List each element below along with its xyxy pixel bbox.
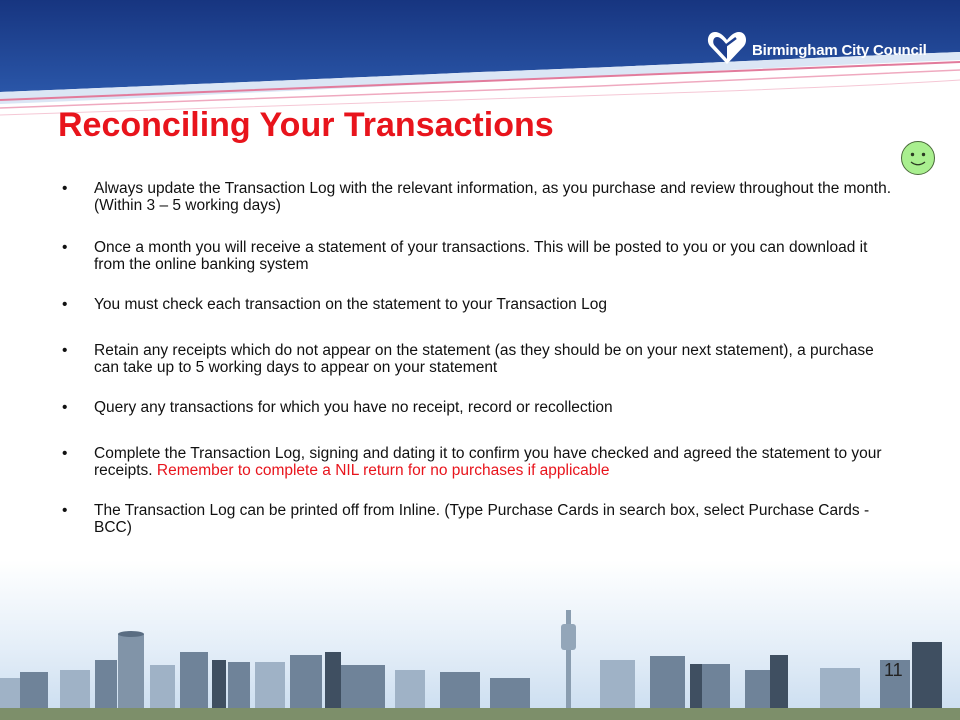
bullet-item xyxy=(62,399,902,416)
nil-return-reminder: Remember to complete a NIL return for no purchases if applicable xyxy=(156,462,610,479)
bullet-text: You must check each transaction on the statement to your Transaction Log xyxy=(94,296,607,313)
bullet-item xyxy=(62,342,902,376)
bullet-item xyxy=(62,180,902,214)
bullet-marker: • xyxy=(62,296,68,313)
bullet-text: The Transaction Log can be printed off from Inline. (Type Purchase Cards in search box, select Purchase Cards - BCC) xyxy=(94,502,870,536)
bullet-text: Complete the Transaction Log, signing and dating it to confirm you have checked and agreed the statement to your receipts. xyxy=(94,445,882,479)
bullet-marker: • xyxy=(62,445,68,462)
bullet-marker: • xyxy=(62,399,68,416)
council-heart-logo-icon xyxy=(706,28,748,73)
slide-title: Reconciling Your Transactions xyxy=(58,106,554,144)
smiley-face-icon xyxy=(900,140,936,176)
council-logo-text: Birmingham City Council xyxy=(752,41,927,59)
city-skyline-image xyxy=(0,560,960,720)
bullet-marker: • xyxy=(62,239,68,256)
bullet-text: Once a month you will receive a statement of your transactions. This will be posted to you or you can download it from the online banking system xyxy=(94,239,868,273)
bullet-marker: • xyxy=(62,502,68,519)
bullet-marker: • xyxy=(62,342,68,359)
council-logo xyxy=(706,30,927,70)
bullet-item xyxy=(62,296,902,313)
bullet-marker: • xyxy=(62,180,68,197)
bullet-list xyxy=(62,180,902,536)
bullet-text: Query any transactions for which you have no receipt, record or recollection xyxy=(94,399,613,416)
bullet-item xyxy=(62,239,902,273)
bullet-item xyxy=(62,502,902,536)
bullet-item xyxy=(62,445,902,479)
bullet-text: Retain any receipts which do not appear on the statement (as they should be on your next statement), a purchase can take up to 5 working days to appear on your statement xyxy=(94,342,874,376)
page-number: 11 xyxy=(884,660,903,680)
bullet-text: Always update the Transaction Log with the relevant information, as you purchase and review throughout the month. (Within 3 – 5 working days) xyxy=(94,180,892,214)
